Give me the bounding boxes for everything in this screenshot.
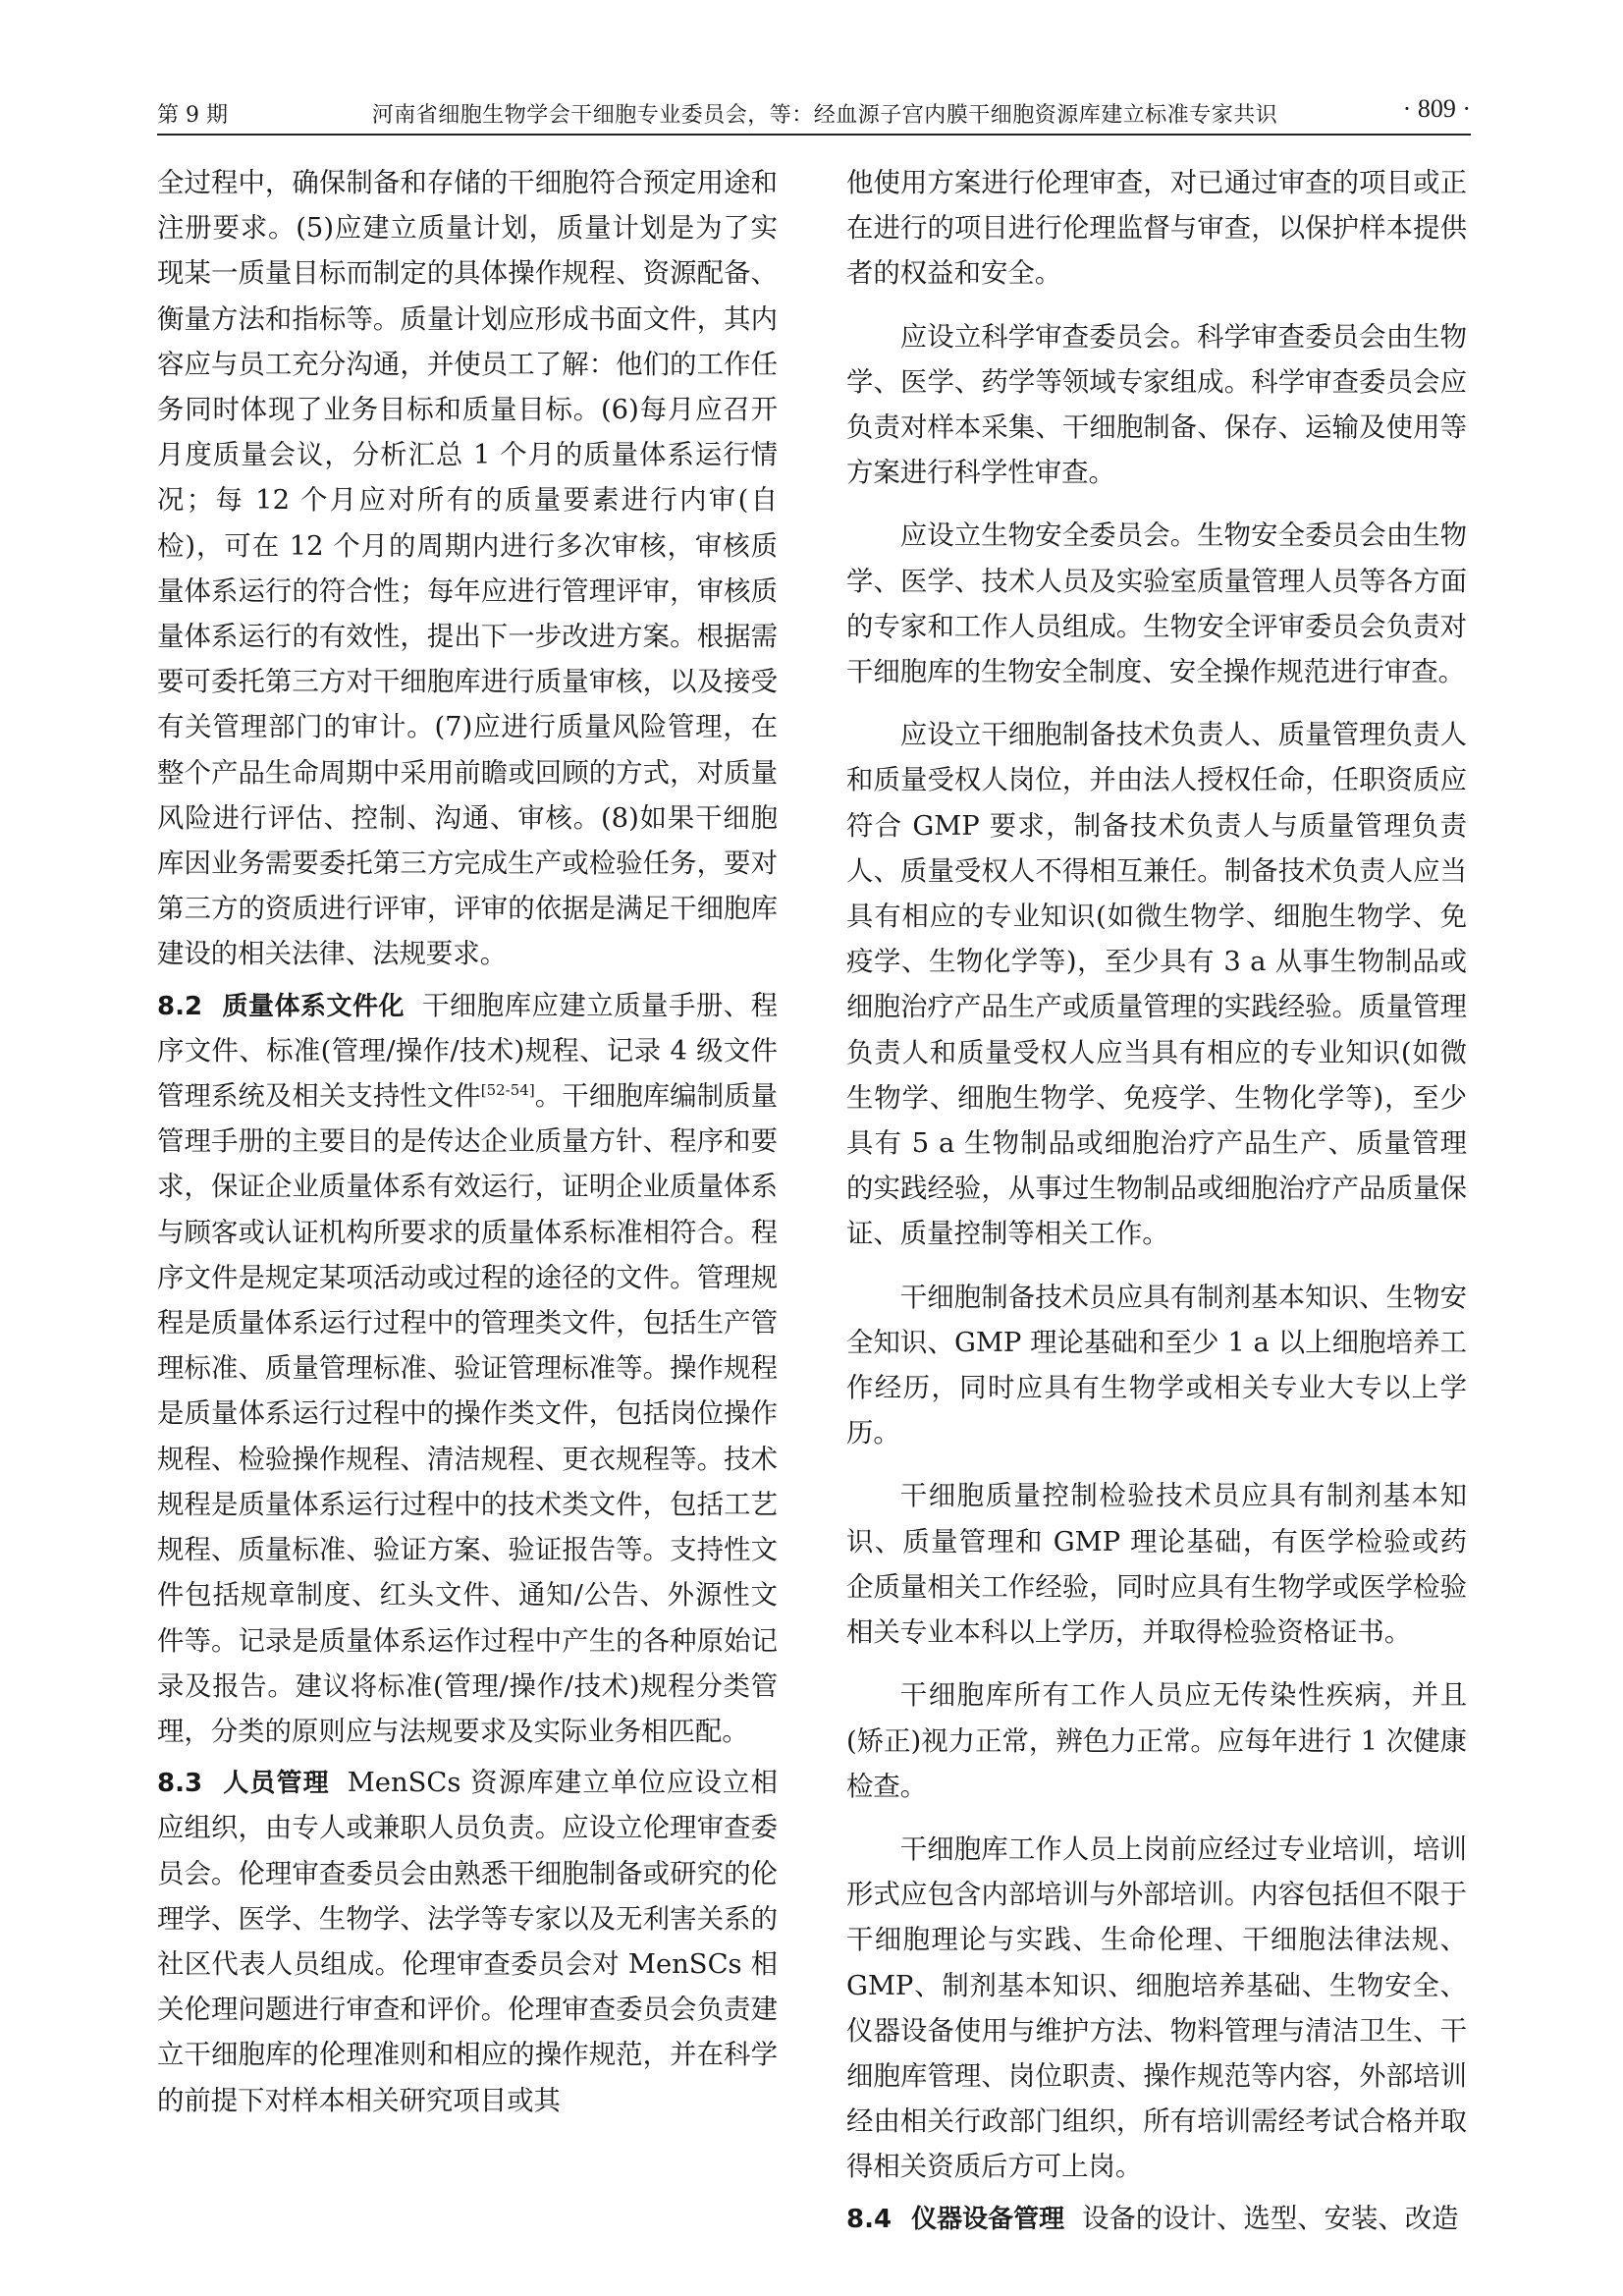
citation-ref: [52-54]: [480, 1080, 535, 1099]
paragraph-ethics-cont: 他使用方案进行伦理审查，对已通过审查的项目或正在进行的项目进行伦理监督与审查，以保护样本提供者的权益和安全。: [846, 168, 1467, 290]
page-number: · 809 ·: [1402, 94, 1471, 123]
paragraph-science-committee: 应设立科学审查委员会。科学审查委员会由生物学、医学、药学等领域专家组成。科学审查委员会应负责对样本采集、干细胞制备、保存、运输及使用等方案进行科学性审查。: [846, 321, 1467, 489]
section-number: 8.3: [157, 1769, 203, 1799]
section-text: 干细胞库应建立质量手册、程序文件、标准(管理/操作/技术)规程、记录 4 级文件管理系统及相关支持性文件: [157, 990, 778, 1113]
section-number: 8.2: [157, 991, 203, 1021]
left-column: [157, 161, 778, 2124]
section-number: 8.4: [846, 2204, 893, 2234]
section-text-cont: 。干细胞库编制质量管理手册的主要目的是传达企业质量方针、程序和要求，保证企业质量体系有效运行，证明企业质量体系与顾客或认证机构所要求的质量体系标准相符合。程序文件是规定某项活动或过程的途径的文件。管理规程是质量体系运行过程中的管理类文件，包括生产管理标准、质量管理标准、验证管理标准等。操作规程是质量体系运行过程中的操作类文件，包括岗位操作规程、检验操作规程、清洁规程、更衣规程等。技术规程是质量体系运行过程中的技术类文件，包括工艺规程、质量标准、验证方案、验证报告等。支持性文件包括规章制度、红头文件、通知/公告、外源性文件等。记录是质量体系运作过程中产生的各种原始记录及报告。建议将标准(管理/操作/技术)规程分类管理，分类的原则应与法规要求及实际业务相匹配。: [157, 1081, 778, 1747]
section-8-4: [846, 2197, 1467, 2242]
section-title: 质量体系文件化: [222, 991, 405, 1021]
paragraph-training: 干细胞库工作人员上岗前应经过专业培训，培训形式应包含内部培训与外部培训。内容包括但不限于干细胞理论与实践、生命伦理、干细胞法律法规、GMP、制剂基本知识、细胞培养基础、生物安全、仪器设备使用与维护方法、物料管理与清洁卫生、干细胞库管理、岗位职责、操作规范等内容，外部培训经由相关行政部门组织，所有培训需经考试合格并取得相关资质后方可上岗。: [846, 1833, 1467, 2183]
section-8-3: [157, 1761, 778, 2124]
paragraph-health-check: 干细胞库所有工作人员应无传染性疾病，并且(矫正)视力正常，辨色力正常。应每年进行 1 次健康检查。: [846, 1680, 1467, 1802]
section-text: MenSCs 资源库建立单位应设立相应组织，由专人或兼职人员负责。应设立伦理审查委员会。伦理审查委员会由熟悉干细胞制备或研究的伦理学、医学、生物学、法学等专家以及无利害关系的社区代表人员组成。伦理审查委员会对 MenSCs 相关伦理问题进行审查和评价。伦理审查委员会负责建立干细胞库的伦理准则和相应的操作规范，并在科学的前提下对样本相关研究项目或其: [157, 1768, 778, 2116]
paragraph-biosafety-committee: 应设立生物安全委员会。生物安全委员会由生物学、医学、技术人员及实验室质量管理人员等各方面的专家和工作人员组成。生物安全评审委员会负责对干细胞库的生物安全制度、安全操作规范进行审查。: [846, 520, 1467, 688]
running-header: [157, 90, 1471, 136]
paragraph-prep-technician: 干细胞制备技术员应具有制剂基本知识、生物安全知识、GMP 理论基础和至少 1 a 以上细胞培养工作经历，同时应具有生物学或相关专业大专以上学历。: [846, 1282, 1467, 1449]
right-column: [846, 161, 1467, 2242]
section-title: 人员管理: [222, 1769, 330, 1799]
issue-number: 第 9 期: [157, 103, 228, 128]
section-title: 仪器设备管理: [911, 2204, 1065, 2234]
paragraph-responsible-persons: 应设立干细胞制备技术负责人、质量管理负责人和质量受权人岗位，并由法人授权任命，任职资质应符合 GMP 要求，制备技术负责人与质量管理负责人、质量受权人不得相互兼任。制备技术负责人应当具有相应的专业知识(如微生物学、细胞生物学、免疫学、生物化学等)，至少具有 3 a 从事生物制品或细胞治疗产品生产或质量管理的实践经验。质量管理负责人和质量受权人应当具有相应的专业知识(如微生物学、细胞生物学、免疫学、生物化学等)，至少具有 5 a 生物制品或细胞治疗产品生产、质量管理的实践经验，从事过生物制品或细胞治疗产品质量保证、质量控制等相关工作。: [846, 720, 1467, 1250]
paragraph-qc-technician: 干细胞质量控制检验技术员应具有制剂基本知识、质量管理和 GMP 理论基础，有医学检验或药企质量相关工作经验，同时应具有生物学或医学检验相关专业本科以上学历，并取得检验资格证书。: [846, 1481, 1467, 1649]
running-title: 河南省细胞生物学会干细胞专业委员会，等：经血源子宫内膜干细胞资源库建立标准专家共识: [371, 103, 1278, 128]
section-text: 设备的设计、选型、安装、改造: [1082, 2203, 1459, 2234]
paragraph-quality-plan: 全过程中，确保制备和存储的干细胞符合预定用途和注册要求。(5)应建立质量计划，质量计划是为了实现某一质量目标而制定的具体操作规程、资源配备、衡量方法和指标等。质量计划应形成书面文件，其内容应与员工充分沟通，并使员工了解：他们的工作任务同时体现了业务目标和质量目标。(6)每月应召开月度质量会议，分析汇总 1 个月的质量体系运行情况；每 12 个月应对所有的质量要素进行内审(自检)，可在 12 个月的周期内进行多次审核，审核质量体系运行的符合性；每年应进行管理评审，审核质量体系运行的有效性，提出下一步改进方案。根据需要可委托第三方对干细胞库进行质量审核，以及接受有关管理部门的审计。(7)应进行质量风险管理，在整个产品生命周期中采用前瞻或回顾的方式，对质量风险进行评估、控制、沟通、审核。(8)如果干细胞库因业务需要委托第三方完成生产或检验任务，要对第三方的资质进行评审，评审的依据是满足干细胞库建设的相关法律、法规要求。: [157, 168, 778, 970]
section-8-2: [157, 984, 778, 1755]
